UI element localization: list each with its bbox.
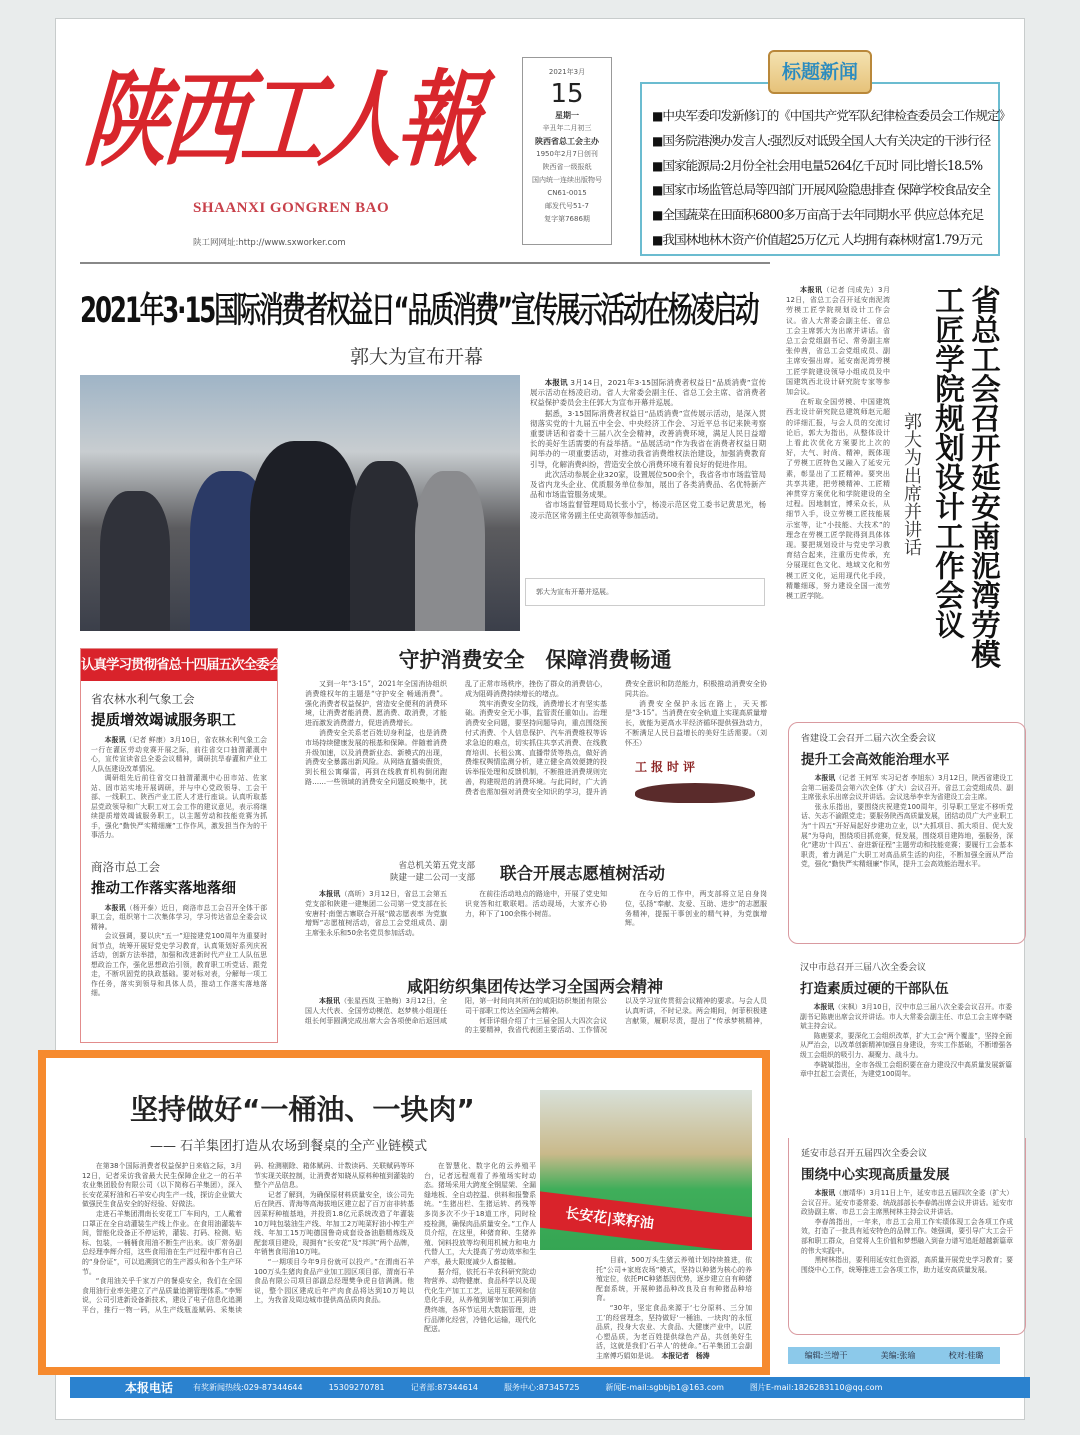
feature-body-right xyxy=(596,1256,752,1368)
volunteer-body xyxy=(305,890,767,939)
lead-article-body xyxy=(530,378,766,521)
story-body xyxy=(800,1003,1012,1080)
paragraph: 走进石羊集团渭南长安花工厂车间内，工人戴着口罩正在全自动灌装生产线上作业。在食用油灌装车间，智能化设备正不停运转，灌装、打码、检测、贴标、包装，一桶桶食用油不断生产出来。该厂常务副总经理李辉介绍，这些食用油在生产过程中都有自己的“身份证”，可以追溯到它的生产源头和各个生产环节。 xyxy=(82,1209,242,1276)
footer-title: 本报电话 xyxy=(125,1381,174,1395)
story-body xyxy=(801,774,1013,870)
paragraph: 在听取全国劳模、中国建筑西北设计研究院总建筑师赵元超的详细汇报，与会人员的交流讨论后，郭大为指出，从整体设计上看此次优化方案要比上次的好，大气、时尚、精神，既体现了劳模工匠特色又融入了延安元素，彰显出了工匠精神。要突出共享共建，把劳模精神、工匠精神贯穿方案优化和学院建设的全过程。因地制宜，博采众长，从细节入手，设立劳模工匠技能展示室等，让“小技能、大技术”的理念在劳模工匠学院得到具体体现。要把规划设计与党史学习教育结合起来，注重历史传承，充分展现红色文化、地域文化和劳模工匠文化，运用现代化手段，精雕细琢，努力建设全国一流劳模工匠学院。 xyxy=(786,398,890,601)
headline-item[interactable]: ■ 国务院港澳办发言人:强烈反对诋毁全国人大有关决定的干涉行径 xyxy=(652,129,998,154)
feature-body-middle xyxy=(424,1162,536,1367)
photo-banner: 长安花|菜籽油 xyxy=(564,1205,655,1233)
commentary-logo: 工报时评 xyxy=(635,759,700,774)
xianyang-body xyxy=(305,997,767,1043)
section-header: 认真学习贯彻省总十四届五次全委会议精神 xyxy=(81,649,277,681)
paragraph: 何菲详细介绍了十三届全国人大四次会议的主要精神，我省代表团主要活动、工作情况以及学习宣传贯彻会议精神的要求。与会人员认真听讲，不时记录。两会期间，何菲积极建言献策，履职尽责，提出了“传承梦桃精神， xyxy=(465,997,767,1035)
story-title[interactable]: 围绕中心实现高质量发展 xyxy=(801,1167,950,1183)
service-phone: 服务中心:87345725 xyxy=(504,1383,580,1392)
paragraph: 目前，500万头生猪云养殖计划持续推进，依托“公司+家庭农场”模式，坚持以种猪为核心的养殖定位，依托PIC种猪基因优势，逐步建立自有种猪配套系统，开展种猪品种改良及自有种猪品种培育。 xyxy=(596,1256,752,1303)
feature-subtitle: —— 石羊集团打造从农场到餐桌的全产业链模式 xyxy=(150,1139,428,1154)
paragraph: 李晓斌指出，全市各级工会组织要在奋力建设汉中高质量发展新篇章中扛起工会责任，为建党100周年。 xyxy=(800,1060,1012,1079)
divider xyxy=(80,262,770,264)
lede: 本报讯 xyxy=(104,903,126,912)
right-lead-title-line1[interactable]: 省总工会召开延安南泥湾劳模 xyxy=(967,285,1001,669)
paragraph: 记者了解到，为确保原材料质量安全，该公司先后在陕西、青海等高海拔地区建立起了百万亩非转基因菜籽种植基地，并投资1.8亿元系统改造了年灌装10万吨包装油生产线、年加工2万吨菜籽油小榨生产线、年加工15万吨德国鲁奇成套设备油脂精炼线及配套项目建设，现拥有“长安花”及“邦淇”两个品牌，年销售食用油10万吨。 xyxy=(254,1190,414,1257)
lede: 本报讯 xyxy=(319,890,341,898)
paragraph: 此次活动参展企业320家，设置展位500余个，我省各市市场监管局及省内龙头企业、优质服务单位参加，展出了各类消费品、名优特新产品和市场监管服务成果。 xyxy=(530,469,766,500)
photo-caption: 郭大为宣布开幕并巡展。 xyxy=(525,578,765,606)
issn-label: 国内统一连续出版物号 xyxy=(532,176,602,184)
story-kicker: 省建设工会召开二届六次全委会议 xyxy=(801,734,937,744)
headline-item[interactable]: ■ 中央军委印发新修订的《中国共产党军队纪律检查委员会工作规定》 xyxy=(652,104,998,129)
reporters-phone: 记者部:87344614 xyxy=(410,1383,479,1392)
host: 陕西省总工会主办 xyxy=(535,137,599,146)
weekday: 星期一 xyxy=(555,111,579,120)
founded: 1950年2月7日创刊 xyxy=(536,150,598,158)
paragraph: 消费安全保护永远在路上，天天都是“3·15”。当消费在安全轨道上实现高质量增长，就能为更高水平经济循环提供强劲动力，不断满足人民日益增长的美好生活需要。（刘怀丕） xyxy=(625,699,767,747)
right-lead-title-line2[interactable]: 工匠学院规划设计工作会议 xyxy=(931,285,965,639)
xianyang-title[interactable]: 咸阳纺织集团传达学习全国两会精神 xyxy=(406,977,663,996)
paragraph: 张永乐指出，要围绕庆祝建党100周年，引导职工坚定不移听党话、矢志不渝跟党走；要服务陕西高质量发展，团结动员广大产业职工为“十四五”开好局起好步建功立业，以“大抓项目、抓大项目、促大发展”为导向，围绕项目抓竞赛，促发展，围绕项目建阵地，强服务，深化“建功‘十四五’、奋进新征程”主题劳动和技能竞赛；要履行工会基本职责，着力满足广大职工对高品质生活的向往，不断加强全面从严治党，强化“勤快严实精细廉”作风，提升工会高效能治理水平。 xyxy=(801,802,1013,869)
footer-contact-bar xyxy=(70,1377,1030,1398)
story-body xyxy=(91,736,267,841)
story-title[interactable]: 推动工作落实落地落细 xyxy=(91,880,236,897)
masthead-logo: 陕西工人報 xyxy=(79,58,483,181)
paragraph: 又到一年“3·15”，2021年全国消协组织消费维权年的主题是“守护安全 畅通消费”。强化消费者权益保护，营造安全便利的消费环境，让消费者能消费、愿消费、敢消费，才能进而激发消费潜力，促进消费增长。 xyxy=(305,680,447,728)
masthead-english: SHAANXI GONGREN BAO xyxy=(193,200,390,216)
designer: 美编:张瑜 xyxy=(880,1351,916,1360)
website-link[interactable]: 陕工网网址:http://www.sxworker.com xyxy=(193,238,346,248)
lunar-date: 辛丑年二月初三 xyxy=(542,124,592,132)
right-story-box xyxy=(788,1138,1026,1335)
story-title[interactable]: 打造素质过硬的干部队伍 xyxy=(800,981,949,997)
grade: 陕西省一级报纸 xyxy=(542,163,592,171)
paragraph: （张星西岚 王艳梅）3月12日，全国人大代表、全国劳动模范、赵梦桃小组现任组长何菲圆满完成出席大会各项使命后返回咸阳，第一时间向其所在的咸阳纺织集团有限公司干部职工传达全国两会精神。 xyxy=(305,997,607,1025)
proofreader: 校对:桂璐 xyxy=(948,1351,984,1360)
paragraph: （宋枫）3月10日，汉中市总三届八次全委会议召开。市委副书记陈鹿出席会议并讲话。市人大常委会副主任、市总工会主席李晓斌主持会议。 xyxy=(800,1003,1012,1031)
headline-news-box xyxy=(640,82,1011,256)
paragraph: 在第38个国际消费者权益保护日来临之际，3月12日，记者采访我省最大民生保障企业之一的石羊农业集团股份有限公司（以下简称石羊集团），深入长安花菜籽油和石羊安心肉生产一线，探访企业做大做强民生食品安全的好经验、好做法。 xyxy=(82,1162,242,1209)
paragraph: （康靖华）3月11日上午，延安市总五届四次全委（扩大）会议召开。延安市委常委、统战部部长李春鸽出席会议并讲话。延安市政协副主席、市总工会主席黑树林主持会议并讲话。 xyxy=(801,1189,1014,1217)
photo-email[interactable]: 图片E-mail:1826283110@qq.com xyxy=(749,1383,883,1392)
story-body xyxy=(801,1189,1013,1275)
postal-code: 邮发代号51-7 xyxy=(545,202,589,210)
paragraph: 据介绍，依托石羊农科研究院动物营养、动物健康、食品科学以及现代化生产加工工艺，运用互联网和信息化手段，从养殖到屠宰加工再到消费终端，各环节运用大数据管理，进行品牌化经营，冷链化运输，现代化配送。 xyxy=(424,1267,536,1334)
lead-headline[interactable]: 2021年3·15国际消费者权益日“品质消费”宣传展示活动在杨凌启动 xyxy=(80,291,758,331)
paragraph: （记者 闫成先）3月12日，省总工会召开延安南泥湾劳模工匠学院规划设计工作会议。省人大常委会副主任、省总工会主席郭大为出席并讲话。省总工会党组副书记、常务副主席张仲茜，省总工会党组成员、副主席安强出席。延安南泥湾劳模工匠学院建设领导小组成员及中国建筑西北设计研究院专家等参加会议。 xyxy=(786,286,890,397)
lead-photo xyxy=(80,375,520,631)
kicker-line: 省总机关第五党支部 xyxy=(398,861,476,871)
volunteer-kicker xyxy=(390,860,475,884)
lede: 本报讯 xyxy=(814,774,836,782)
paragraph: 在前往活动地点的路途中，开展了党史知识竞答和红歌联唱。活动现场，大家齐心协力，种下了100余株小树苗。 xyxy=(465,890,607,918)
lede: 本报讯 xyxy=(813,1003,835,1011)
paragraph: 在今后的工作中，两支部将立足自身岗位，弘扬“奉献、友爱、互助、进步”的志愿服务精神，提振干事创业的精气神，为党旗增辉。 xyxy=(625,890,767,928)
feature-body-left xyxy=(82,1162,414,1367)
paragraph: 消费安全关系老百姓切身利益，也是消费市场持续健康发展的根基和保障。伴随着消费升级加速，以及消费新业态、新模式的出现，消费安全暴露出新风险。从网络直播卖假货，到长租公寓爆雷，再到在线教育机构倒闭跑路……一些领域的消费安全问题反映集中，扰乱了正常市场秩序，挫伤了群众的消费信心，成为阻碍消费持续增长的堵点。 xyxy=(305,680,607,786)
story-kicker: 省农林水利气象工会 xyxy=(91,692,195,706)
mobile: 15309270781 xyxy=(328,1383,385,1392)
issue-number: 复字第7686期 xyxy=(544,215,590,223)
paragraph: “一期项目今年9月份就可以投产。”在渭南石羊100万头生猪肉食品产业加工园区项目部，渭南石羊食品有限公司项目部副总经理樊争虎自信满满。他说，整个园区建成后年产肉食品将达到10万吨以上，为我省及周边城市提供高品质肉食品。 xyxy=(254,1257,414,1305)
paragraph: （记者 王何军 实习记者 李旭东）3月12日，陕西省建设工会第二届委员会第六次全体（扩大）会议召开。省总工会党组成员、副主席张永乐出席会议并讲话。会议选举李幸为省建设工会主席。 xyxy=(801,774,1013,802)
feature-title[interactable]: 坚持做好“一桶油、一块肉” xyxy=(130,1093,475,1126)
year-month: 2021年3月 xyxy=(548,68,586,76)
headline-item[interactable]: ■ 全国蔬菜在田面积6800多万亩高于去年同期水平 供应总体充足 xyxy=(652,203,998,228)
day: 15 xyxy=(550,79,584,109)
study-section-box xyxy=(80,648,319,1043)
paragraph: （杨开泰）近日，商洛市总工会召开全体干部职工会，组织第十二次集体学习，学习传达省总全委会议精神。 xyxy=(91,903,268,931)
date-box xyxy=(522,57,612,245)
paragraph: 省市场监督管理局局长张小宁，杨凌示范区党工委书记黄思光，杨凌示范区常务副主任史高领等参加活动。 xyxy=(530,500,766,520)
right-story-box xyxy=(800,960,1012,1130)
headline-item[interactable]: ■ 国家市场监管总局等四部门开展风险隐患排查 保障学校食品安全 xyxy=(652,178,998,203)
editor: 编辑:兰增干 xyxy=(804,1351,848,1360)
paragraph: （记者 鲜康）3月10日，省农林水利气象工会一行在灌区劳动竞赛开展之际，前往省交口抽渭灌溉中心，宣传宣读省总全委会议精神，调研抗旱春灌和产业工人队伍建设改革情况。 xyxy=(91,736,267,773)
cn-number: CN61-0015 xyxy=(547,189,587,197)
commentary-body xyxy=(305,680,767,805)
editor-credits xyxy=(788,1347,1000,1364)
lead-subtitle: 郭大为宣布开幕 xyxy=(350,346,484,368)
feature-photo xyxy=(540,1090,752,1250)
lede: 本报讯 xyxy=(814,1189,836,1197)
right-lead-subtitle: 郭大为出席并讲话 xyxy=(901,412,922,556)
paragraph: 黑树林指出，要利用延安红色资源，高质量开展党史学习教育；要围绕中心工作，统筹推进工会各项工作，助力延安高质量发展。 xyxy=(801,1256,1013,1274)
lede: 本报讯 xyxy=(319,997,341,1005)
paragraph: 3月14日，2021年3·15国际消费者权益日“品质消费”宣传展示活动在杨凌启动。省人大常委会副主任、省总工会主席、省消费者权益保护委员会主任郭大为宣布开幕并巡展。 xyxy=(530,378,766,408)
paragraph: 调研组先后前往省交口抽渭灌溉中心田市站、佐家站、固市站实地开展调研，并与中心党政领导、工会干部、一线职工、陕西产业工匠人才进行座谈。认真听取基层党政领导和广大职工对工会工作的建议意见，表示将继续提质增效竭诚服务职工，以主题劳动和技能竞赛为抓手，强化“勤快严实精细廉”工作作风，激发担当作为的干事活力。 xyxy=(91,774,267,839)
paragraph xyxy=(596,1304,752,1362)
right-lead-body xyxy=(786,285,890,601)
hotline: 有奖新闻热线:029-87344644 xyxy=(193,1383,303,1392)
byline: 本报记者 杨涛 xyxy=(661,1351,710,1360)
kicker-line: 陕建一建二公司一支部 xyxy=(390,873,476,883)
paragraph: 筑牢消费安全防线，消费增长才有坚实基础。消费安全无小事，监管责任重如山。治理消费安全问题，要坚持问题导向，重点围绕预付式消费、个人信息保护、汽车消费维权等诉求急迫的难点，切实抓住共享式消费、在线教育培训、长租公寓、直播带货等热点，做好消费维权舆情监测分析，建立健全高效便捷的投诉举报处理和反馈机制，不断推进消费规则完善，构建规范的消费环境。与此同时，广大消费者也需加强对消费安全知识的学习，提升消费安全意识和防范能力，积极推动消费安全协同共治。 xyxy=(465,680,767,796)
story-kicker: 延安市总召开五届四次全委会议 xyxy=(801,1149,928,1159)
headline-news-tag: 标题新闻 xyxy=(768,50,872,94)
headline-item[interactable]: ■ 国家能源局:2月份全社会用电量5264亿千瓦时 同比增长18.5% xyxy=(652,154,998,179)
paragraph: “食用油关乎千家万户的餐桌安全，我们在全国食用油行业率先建立了产品质量追溯管理体系。”李辉说，公司引进新设备新技术，建设了电子信息化追溯平台，推行一物一码，从生产线瓶盖赋码、采集读码、检测剔除、箱体赋码、计数读码、关联赋码等环节实现关联控制，让消费者知晓从原料种植到灌装的整个产品信息。 xyxy=(82,1162,414,1314)
commentary-title[interactable]: 守护消费安全 保障消费畅通 xyxy=(398,647,672,672)
story-kicker: 商洛市总工会 xyxy=(91,859,160,874)
commentary-logo-wrap xyxy=(625,757,767,805)
paragraph: 据悉，3·15国际消费者权益日“品质消费”宣传展示活动，是深入贯彻落实党的十九届五中全会、中央经济工作会、习近平总书记来陕考察重要讲话和省委十三届八次全会精神，改善消费环境，满足人民日益增长的美好生活需要的有益举措。“品展活动”作为我省在消费者权益日期间举办的一项重要活动，对推动我省消费维权法治建设，加强消费教育引导，化解消费纠纷，营造安全放心消费环境有着良好的促进作用。 xyxy=(530,408,766,469)
paragraph-text: “30年，坚定食品来源于‘七分原料、三分加工’的经营理念，坚持做好‘一桶油、一块肉’的永恒品质，投身大农业、大食品、大健康产业中，以匠心塑品质，为老百姓提供绿色产品，共创美好生活，这就是我们‘石羊人’的使命。”石羊集团工会副主席傅巧娟如是说。 xyxy=(596,1303,752,1360)
headline-item[interactable]: ■ 我国林地林木资产价值超25万亿元 人均拥有森林财富1.79万元 xyxy=(652,228,998,253)
news-email[interactable]: 新闻E-mail:sgbbjb1@163.com xyxy=(605,1383,724,1392)
story-title[interactable]: 提升工会高效能治理水平 xyxy=(801,752,950,768)
paragraph: 李春鸽指出，一年来，市总工会用工作实绩体现工会各项工作成效，打造了一批具有延安特色的品牌工作。她强调，要引导广大工会干部和职工群众，自觉将人生价值和梦想融入到奋力谱写追赶超越新篇章的伟大实践中。 xyxy=(801,1217,1013,1255)
paragraph: 陈鹿要求，要深化工会组织改革，扩大工会“两个覆盖”，坚持全面从严治会，以改革创新精神加强自身建设，夯实工作基础，不断增强各级工会组织的吸引力、凝聚力、战斗力。 xyxy=(800,1031,1012,1059)
lede: 本报讯 xyxy=(104,736,126,744)
paragraph: （高昕）3月12日，省总工会第五党支部和陕建一建集团二公司第一党支部在长安唐村·南堡古寨联合开展“做志愿表率 为党旗增辉”志愿植树活动，省总工会党组成员、副主席张永乐和50余名党员参加活动。 xyxy=(305,890,447,938)
commentary-logo-base xyxy=(635,783,755,803)
story-body xyxy=(91,904,267,999)
lede: 本报讯 xyxy=(544,378,568,387)
paragraph: 在智慧化、数字化的云养殖平台，记者远程观看了养殖场实时动态。猪场采用大跨度全钢屋架、全漏缝地板、全自动控温、供料和报警系统。“生猪出栏、生猪运转、药残等多岗多次不少于18道工序，同时检疫检测，确保肉品质量安全。”工作人员介绍，在这里，种猪育种、生猪养殖、饲料投放等均利用机械力和电力代替人工，大大提高了劳动效率和生产率，最大限度减少人畜接触。 xyxy=(424,1162,536,1266)
story-kicker: 汉中市总召开三届八次全委会议 xyxy=(800,963,927,973)
volunteer-title[interactable]: 联合开展志愿植树活动 xyxy=(500,864,665,883)
paragraph: 会议强调，要以庆“五一”迎接建党100周年为重要时间节点，统筹开展好党史学习教育，认真策划好系列庆祝活动，创新方法举措，加强和改进新时代产业工人队伍思想政治工作，强化思想政治引领，教育职工听党话、跟党走，不断巩固党的执政基础。要对标对表，分解每一项工作任务，落实到领导和具体人员，推动工作落实落地落细。 xyxy=(91,932,267,997)
story-title[interactable]: 提质增效竭诚服务职工 xyxy=(91,713,236,729)
right-story-box xyxy=(788,722,1026,944)
lede: 本报讯 xyxy=(800,286,823,294)
